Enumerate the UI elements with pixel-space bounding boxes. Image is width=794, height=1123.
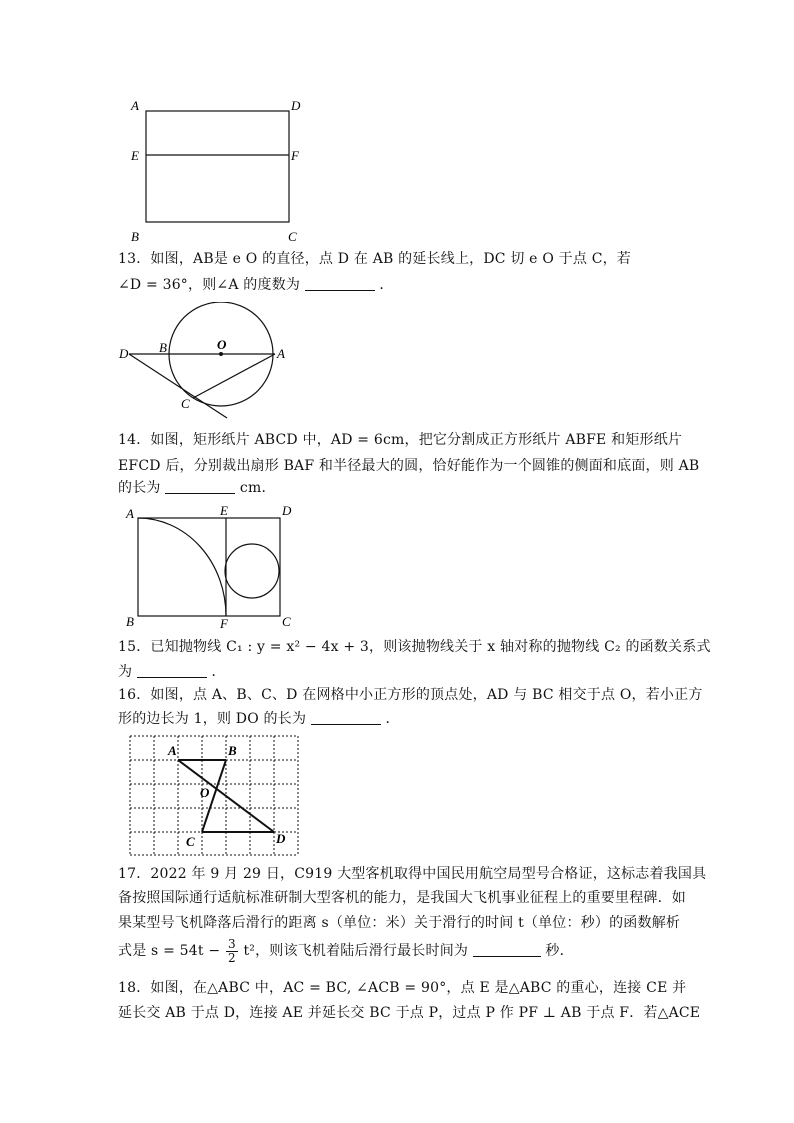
label-a: A	[168, 743, 177, 758]
label-e: E	[220, 503, 228, 518]
question-14-unit: cm．	[239, 480, 276, 496]
question-14-line-1: 14．如图，矩形纸片 ABCD 中，AD = 6cm，把它分割成正方形纸片 ABFE 和矩形纸片	[118, 432, 683, 448]
label-c: C	[282, 614, 291, 629]
question-18-line-1: 18．如图，在△ABC 中，AC = BC, ∠ACB = 90°，点 E 是△ABC 的重心，连接 CE 并	[118, 980, 687, 996]
label-c: C	[181, 396, 190, 411]
label-e: E	[131, 148, 139, 163]
label-a: A	[131, 98, 139, 113]
center-dot	[219, 352, 223, 356]
question-17-line-2: 备按照国际通行适航标准研制大型客机的能力，是我国大飞机事业征程上的重要里程碑．如	[118, 890, 686, 906]
figure-circle-tangent	[115, 302, 295, 422]
question-16-text: 形的边长为 1，则 DO 的长为	[118, 711, 307, 727]
label-b: B	[228, 743, 237, 758]
answer-blank	[305, 276, 375, 291]
chord-ca	[193, 354, 275, 398]
label-o: O	[200, 785, 210, 800]
question-17-line-3: 果某型号飞机降落后滑行的距离 s（单位：米）关于滑行的时间 t（单位：秒）的函数解析	[118, 915, 681, 931]
question-16-end: ．	[385, 711, 400, 727]
rectangle	[146, 111, 289, 222]
question-16-line-2	[118, 709, 400, 729]
fraction-numerator: 3	[227, 936, 236, 951]
question-16-line-1: 16．如图，点 A、B、C、D 在网格中小正方形的顶点处，AD 与 BC 相交于点 O，若小正方	[118, 687, 703, 703]
label-f: F	[220, 616, 228, 630]
tangent-dc	[129, 354, 227, 418]
label-d: D	[282, 503, 292, 518]
label-d: D	[291, 98, 301, 113]
question-14-line-2: EFCD 后，分别裁出扇形 BAF 和半径最大的圆，恰好能作为一个圆锥的侧面和底面，则 AB	[118, 458, 700, 474]
question-14-line-3	[118, 478, 276, 498]
label-d: D	[119, 346, 129, 361]
question-17-line-1: 17．2022 年 9 月 29 日，C919 大型客机取得中国民用航空局型号合格证，这标志着我国具	[118, 866, 707, 882]
question-17-formula-end: t²，则该飞机着陆后滑行最长时间为	[243, 943, 469, 959]
question-17-line-4	[118, 936, 574, 966]
question-13-line-1: 13．如图，AB是 e O 的直径，点 D 在 AB 的延长线上，DC 切 e O 于点 C，若	[118, 251, 632, 267]
question-15-line-2	[118, 662, 226, 682]
sector-arc	[138, 518, 226, 616]
label-b: B	[126, 614, 134, 629]
question-15-text: 为	[118, 664, 133, 680]
question-17-unit: 秒．	[545, 943, 574, 959]
label-c: C	[186, 834, 195, 849]
label-a: A	[277, 346, 285, 361]
label-d: D	[276, 831, 286, 846]
answer-blank	[137, 663, 207, 678]
question-15-end: ．	[211, 664, 226, 680]
answer-blank	[165, 479, 235, 494]
answer-blank	[311, 710, 381, 725]
fraction-denominator: 2	[227, 950, 236, 965]
answer-blank	[473, 942, 541, 957]
label-f: F	[291, 148, 299, 163]
question-18-line-2: 延长交 AB 于点 D，连接 AE 并延长交 BC 于点 P，过点 P 作 PF ⊥ AB 于点 F．若△ACE	[118, 1005, 701, 1021]
label-b: B	[159, 340, 167, 355]
question-14-text: 的长为	[118, 480, 161, 496]
figure-grid-ad-bc	[126, 733, 302, 857]
question-15-line-1: 15．已知抛物线 C₁ : y = x² − 4x + 3，则该抛物线关于 x 轴对称的抛物线 C₂ 的函数关系式	[118, 639, 711, 655]
label-c: C	[288, 229, 297, 244]
figure-sector-and-circle	[122, 502, 302, 630]
inscribed-circle	[225, 544, 279, 598]
question-17-formula-start: 式是 s = 54t −	[118, 943, 221, 959]
fraction	[226, 938, 238, 965]
question-13-text: ∠D = 36°，则∠A 的度数为	[118, 277, 301, 293]
rectangle-abcd	[138, 518, 280, 616]
label-b: B	[131, 229, 139, 244]
question-13-end: ．	[379, 277, 394, 293]
question-13-line-2	[118, 275, 394, 295]
label-a: A	[126, 506, 134, 521]
label-o: O	[217, 337, 227, 352]
figure-rectangle-abcd-ef	[125, 94, 315, 246]
